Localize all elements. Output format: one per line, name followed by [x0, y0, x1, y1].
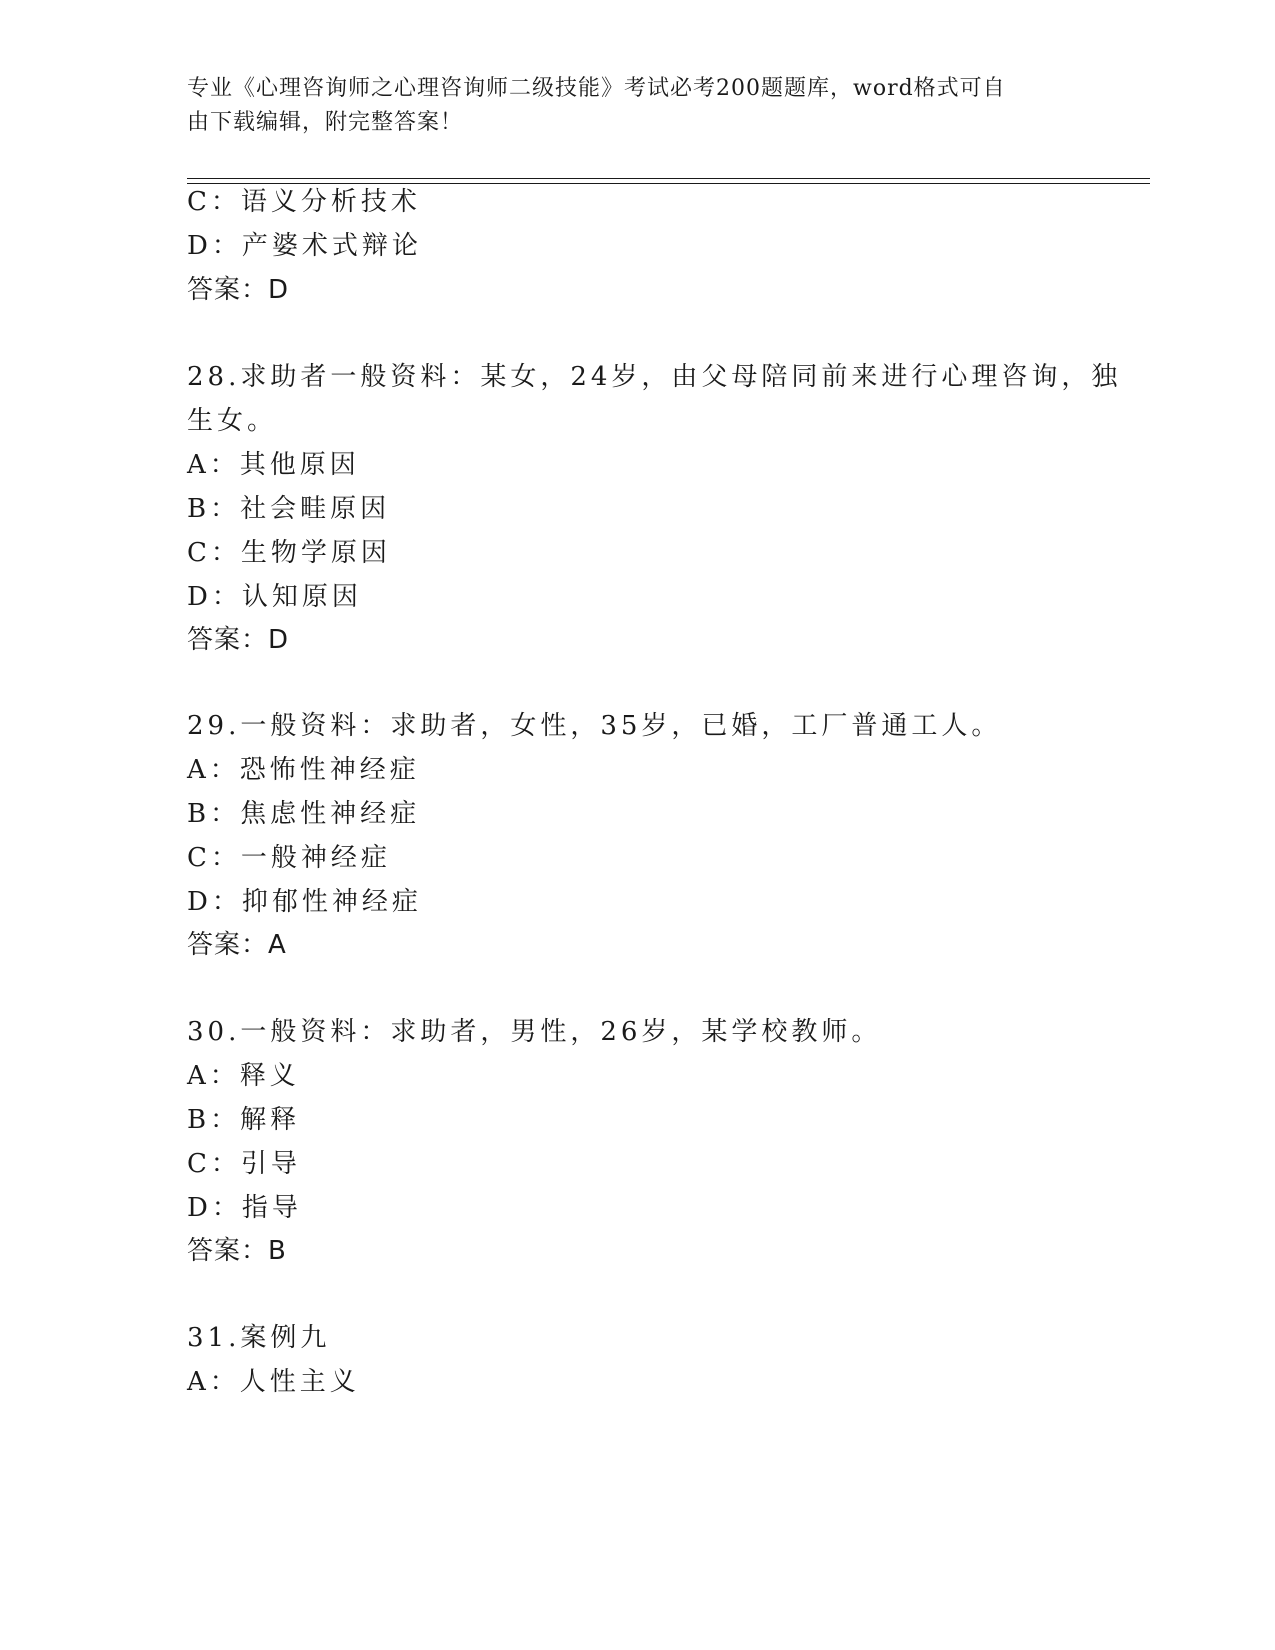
q29-option-c: C：一般神经症 — [187, 843, 391, 873]
header-line-1: 专业《心理咨询师之心理咨询师二级技能》考试必考200题题库，word格式可自 — [187, 76, 1006, 101]
prev-option-d: D：产婆术式辩论 — [187, 231, 422, 261]
q28-answer: 答案：D — [187, 625, 290, 655]
q28-stem-line-2: 生女。 — [187, 406, 278, 436]
prev-option-c: C：语义分析技术 — [187, 187, 421, 217]
q28-option-c: C：生物学原因 — [187, 538, 391, 568]
q31-stem: 31.案例九 — [187, 1323, 331, 1353]
q30-option-a: A：释义 — [187, 1061, 300, 1091]
q29-option-d: D：抑郁性神经症 — [187, 887, 422, 917]
header-rule-top — [187, 178, 1150, 179]
q29-stem: 29.一般资料：求助者，女性，35岁，已婚，工厂普通工人。 — [187, 711, 1002, 741]
q28-option-b: B：社会畦原因 — [187, 494, 391, 524]
q29-option-a: A：恐怖性神经症 — [187, 755, 420, 785]
q28-option-d: D：认知原因 — [187, 582, 362, 612]
header-line-2: 由下载编辑，附完整答案！ — [187, 110, 464, 135]
q29-option-b: B：焦虑性神经症 — [187, 799, 421, 829]
q30-stem: 30.一般资料：求助者，男性，26岁，某学校教师。 — [187, 1017, 882, 1047]
q30-option-c: C：引导 — [187, 1149, 301, 1179]
q30-option-d: D：指导 — [187, 1193, 302, 1223]
q30-answer: 答案：B — [187, 1236, 287, 1266]
q31-option-a: A：人性主义 — [187, 1367, 360, 1397]
q28-option-a: A：其他原因 — [187, 450, 360, 480]
q28-stem-line-1: 28.求助者一般资料：某女，24岁，由父母陪同前来进行心理咨询，独 — [187, 362, 1122, 392]
q30-option-b: B：解释 — [187, 1105, 301, 1135]
q29-answer: 答案：A — [187, 930, 287, 960]
document-header — [187, 72, 1067, 140]
prev-answer: 答案：D — [187, 275, 290, 305]
